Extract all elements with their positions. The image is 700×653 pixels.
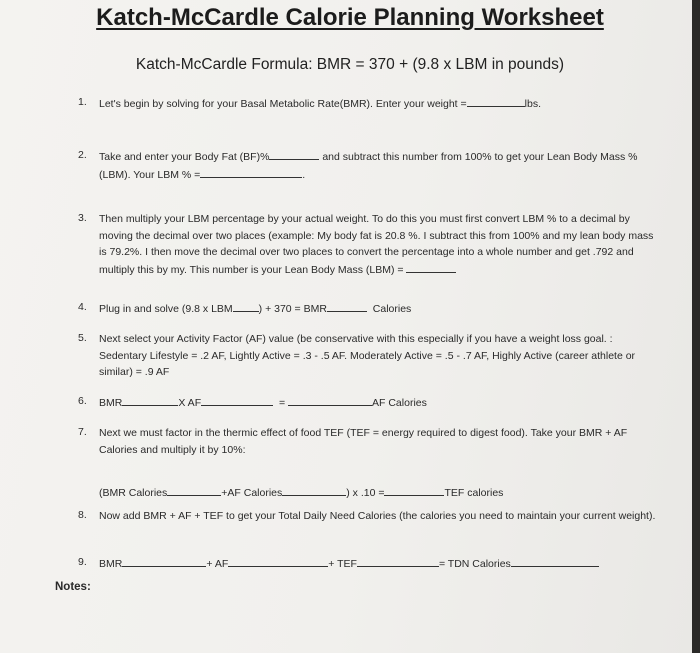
tdn-blank[interactable]	[511, 555, 599, 567]
item-number: 8.	[78, 509, 87, 521]
body-fat-blank[interactable]	[269, 148, 319, 160]
item-4: Plug in and solve (9.8 x LBM ) + 370 = BMR Calories	[99, 300, 659, 318]
tef-blank[interactable]	[357, 555, 439, 567]
af-blank[interactable]	[201, 394, 273, 406]
item-number: 6.	[78, 395, 87, 407]
notes-label: Notes:	[55, 581, 91, 593]
item-number: 3.	[78, 212, 87, 224]
lbm-blank[interactable]	[233, 300, 259, 312]
item-number: 2.	[78, 149, 87, 161]
page-title: Katch-McCardle Calorie Planning Worksheet	[96, 4, 604, 31]
item-5: Next select your Activity Factor (AF) value (be conservative with this especially if you have a weight loss goal. : Sedentary Lifestyle = .2 AF, Lightly Active = .3 - .5 AF. Moderately Active = .5 - .7 AF, Highly Active (career athlete or similar) = .9 AF	[99, 333, 636, 378]
page-edge-shadow	[692, 0, 700, 653]
bmr-blank[interactable]	[122, 394, 178, 406]
bmr-blank[interactable]	[122, 555, 206, 567]
lbm-percent-blank[interactable]	[200, 166, 302, 178]
item-6: BMR X AF = AF Calories	[99, 394, 659, 412]
lbm-blank[interactable]	[406, 261, 456, 273]
item-number: 7.	[78, 426, 87, 438]
item-3: Then multiply your LBM percentage by your actual weight. To do this you must first convert LBM % to a decimal by moving the decimal over two places (example: My body fat is 20.8 %. I subtract this from 100% and my lean body mass is 79.2%. I then move the decimal over two places to convert the percentage into a whole number and get .792 and multiply this by my. This number is your Lean Body Mass (LBM) =	[99, 213, 654, 276]
item-8: Now add BMR + AF + TEF to get your Total Daily Need Calories (the calories you need to maintain your current weight).	[99, 510, 656, 522]
formula-line: Katch-McCardle Formula: BMR = 370 + (9.8 x LBM in pounds)	[135, 56, 565, 73]
tef-calculation: (BMR Calories +AF Calories ) x .10 = TEF calories	[99, 484, 659, 502]
bmr-calories-blank[interactable]	[167, 484, 221, 496]
item-7: Next we must factor in the thermic effect of food TEF (TEF = energy required to digest food). Take your BMR + AF Calories and multiply it by 10%:	[99, 427, 628, 456]
item-number: 1.	[78, 96, 87, 108]
af-calories-blank[interactable]	[282, 484, 346, 496]
af-calories-blank[interactable]	[288, 394, 372, 406]
item-1: Let's begin by solving for your Basal Metabolic Rate(BMR). Enter your weight = lbs.	[99, 95, 659, 113]
item-number: 5.	[78, 332, 87, 344]
bmr-blank[interactable]	[327, 300, 367, 312]
af-blank[interactable]	[228, 555, 328, 567]
tef-blank[interactable]	[384, 484, 444, 496]
weight-blank[interactable]	[467, 95, 525, 107]
item-9: BMR + AF + TEF = TDN Calories	[99, 555, 659, 573]
item-number: 9.	[78, 556, 87, 568]
item-number: 4.	[78, 301, 87, 313]
item-2: Take and enter your Body Fat (BF)% and subtract this number from 100% to get your Lean Body Mass % (LBM). Your LBM % = .	[99, 148, 659, 183]
